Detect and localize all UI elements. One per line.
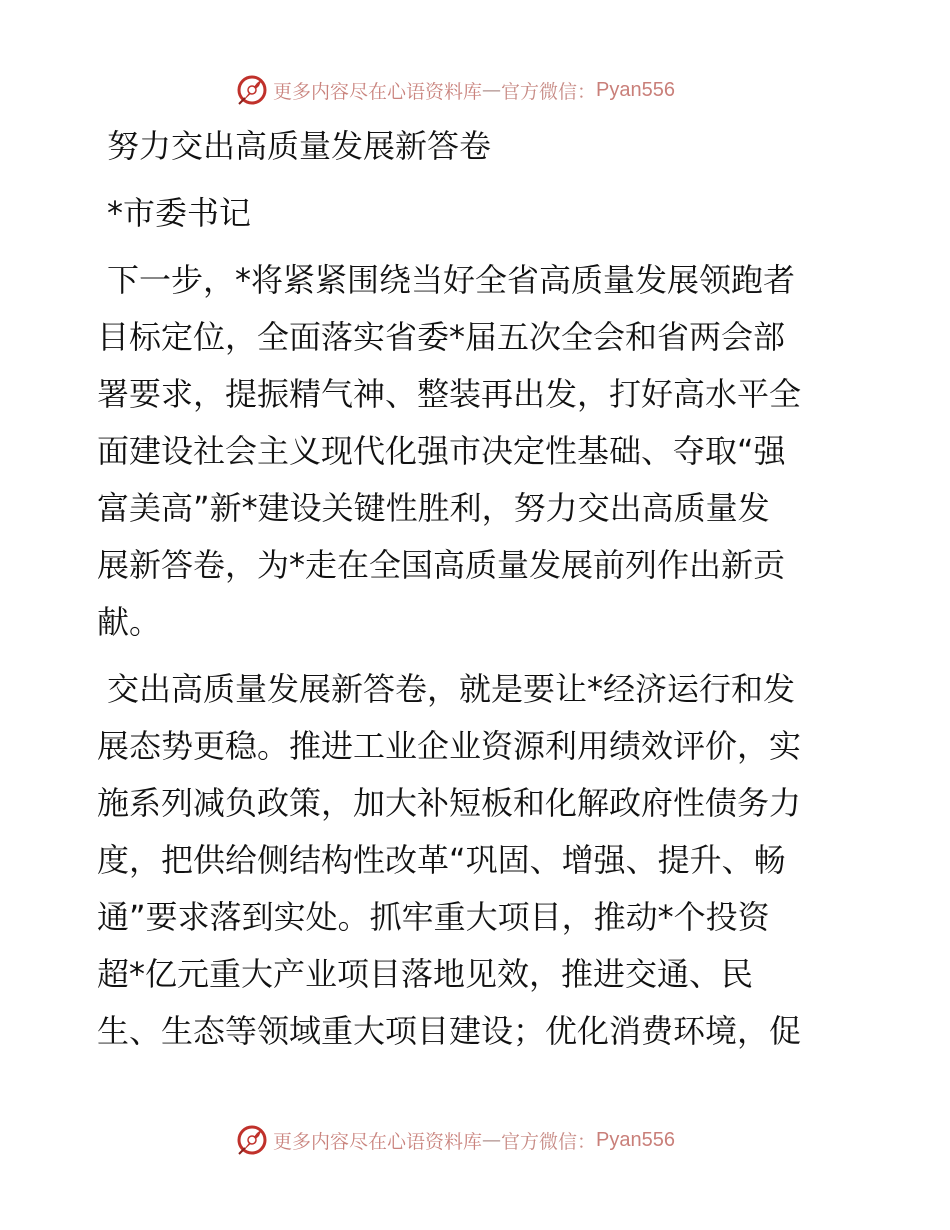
footer-watermark-banner	[235, 1122, 735, 1158]
document-author: *市委书记	[107, 194, 252, 232]
quill-logo-icon	[235, 73, 269, 107]
banner-wechat-label: 官方微信	[501, 80, 578, 103]
banner-colon: ：	[577, 80, 597, 103]
banner-colon: ：	[577, 1130, 597, 1153]
paragraph-line: 交出高质量发展新答卷，就是要让*经济运行和发	[107, 670, 796, 708]
banner-wechat-id: Pyan556	[596, 1128, 676, 1151]
paragraph-line: 署要求，提振精气神、整装再出发，打好高水平全	[97, 375, 802, 413]
paragraph-line: 献。	[97, 603, 162, 641]
paragraph-2	[97, 661, 857, 1060]
paragraph-line: 通”要求落到实处。抓牢重大项目，推动*个投资	[97, 898, 770, 936]
paragraph-line: 展态势更稳。推进工业企业资源利用绩效评价，实	[97, 727, 802, 765]
banner-main-text: 更多内容尽在心语资料库	[273, 1130, 483, 1153]
paragraph-line: 度，把供给侧结构性改革“巩固、增强、提升、畅	[97, 841, 786, 879]
banner-main-text: 更多内容尽在心语资料库	[273, 80, 483, 103]
paragraph-line: 目标定位，全面落实省委*届五次全会和省两会部	[97, 318, 786, 356]
header-watermark-banner	[235, 72, 735, 108]
banner-wechat-id: Pyan556	[596, 78, 676, 101]
document-body	[97, 118, 857, 1060]
paragraph-line: 展新答卷，为*走在全国高质量发展前列作出新贡	[97, 546, 786, 584]
paragraph-line: 下一步，*将紧紧围绕当好全省高质量发展领跑者	[107, 261, 796, 299]
paragraph-line: 施系列减负政策，加大补短板和化解政府性债务力	[97, 784, 802, 822]
banner-wechat-label: 官方微信	[501, 1130, 578, 1153]
paragraph-line: 生、生态等领域重大项目建设；优化消费环境，促	[97, 1012, 802, 1050]
paragraph-1	[97, 252, 857, 651]
paragraph-line: 超*亿元重大产业项目落地见效，推进交通、民	[97, 955, 754, 993]
paragraph-line: 面建设社会主义现代化强市决定性基础、夺取“强	[97, 432, 786, 470]
paragraph-line: 富美高”新*建设关键性胜利，努力交出高质量发	[97, 489, 770, 527]
document-title: 努力交出高质量发展新答卷	[107, 127, 492, 165]
banner-separator: —	[482, 79, 502, 101]
quill-logo-icon	[235, 1123, 269, 1157]
banner-separator: —	[482, 1129, 502, 1151]
